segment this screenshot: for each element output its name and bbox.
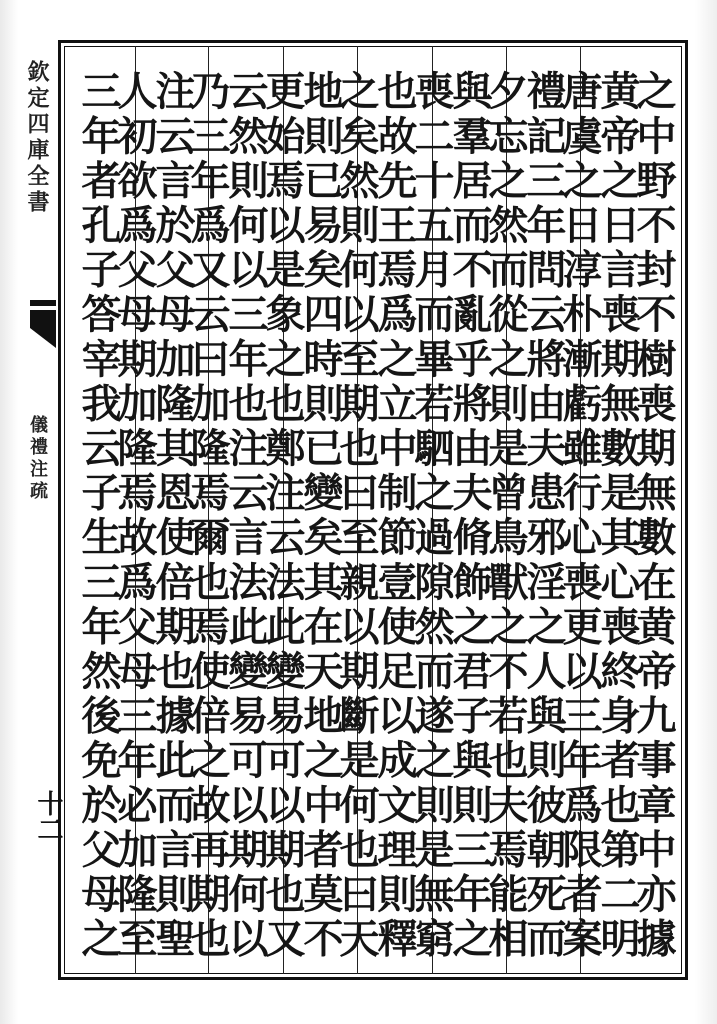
text-column: 禮記三年問云將由夫患邪淫之人與則彼朝死而 — [520, 70, 567, 962]
page-right-shadow — [695, 0, 717, 1024]
fishtail-mark — [30, 300, 56, 360]
book-title: 儀禮注疏 — [27, 415, 48, 503]
text-column: 地則已易矣四時則已變矣其在天地之中者莫不 — [297, 70, 344, 962]
text-column: 黄帝之日言喪期無數是其心喪終身者也第二明 — [594, 70, 641, 962]
text-column: 云然則何以三年也注云言法此變易可以期何以 — [222, 70, 269, 962]
text-column: 與羣居而不亂乎將由夫脩飾之君子與則三年之 — [446, 70, 493, 962]
text-column: 唐虞之日淳朴漸虧雖行心喪更以三年爲限者案 — [556, 70, 603, 962]
text-column: 夕忘之然而從之則是曾鳥獸之不若也夫焉能相 — [482, 70, 529, 962]
text-column: 注云言於父母加隆其恩使倍期也據此而言則聖 — [149, 70, 196, 962]
text-column: 之矣然則何以至期也曰至親以期斷是何也曰天 — [333, 70, 380, 962]
page-number: 十二 — [33, 790, 63, 842]
text-column: 人初欲爲父母期加隆焉故爲父母三年必加隆至 — [111, 70, 158, 962]
text-column: 三年者孔子答宰我云子生三年然後免於父母之 — [75, 70, 122, 962]
page-edge-shadow — [0, 0, 18, 1024]
text-column: 乃三年爲又云曰加隆焉爾也焉使倍之故再期也 — [184, 70, 231, 962]
text-column: 也故先王焉爲之立中制節壹使足以成文理則釋 — [371, 70, 418, 962]
text-column: 之中野不封不樹喪期無數在黄帝九事章中亦據 — [630, 70, 677, 962]
text-column: 喪二十五月而畢若駟之過隙然而遂之則是無窮 — [408, 70, 455, 962]
text-column: 更始焉以是象之也鄭注云法此變易可以期也又 — [259, 70, 306, 962]
collection-title: 欽定四庫全書 — [24, 60, 50, 216]
